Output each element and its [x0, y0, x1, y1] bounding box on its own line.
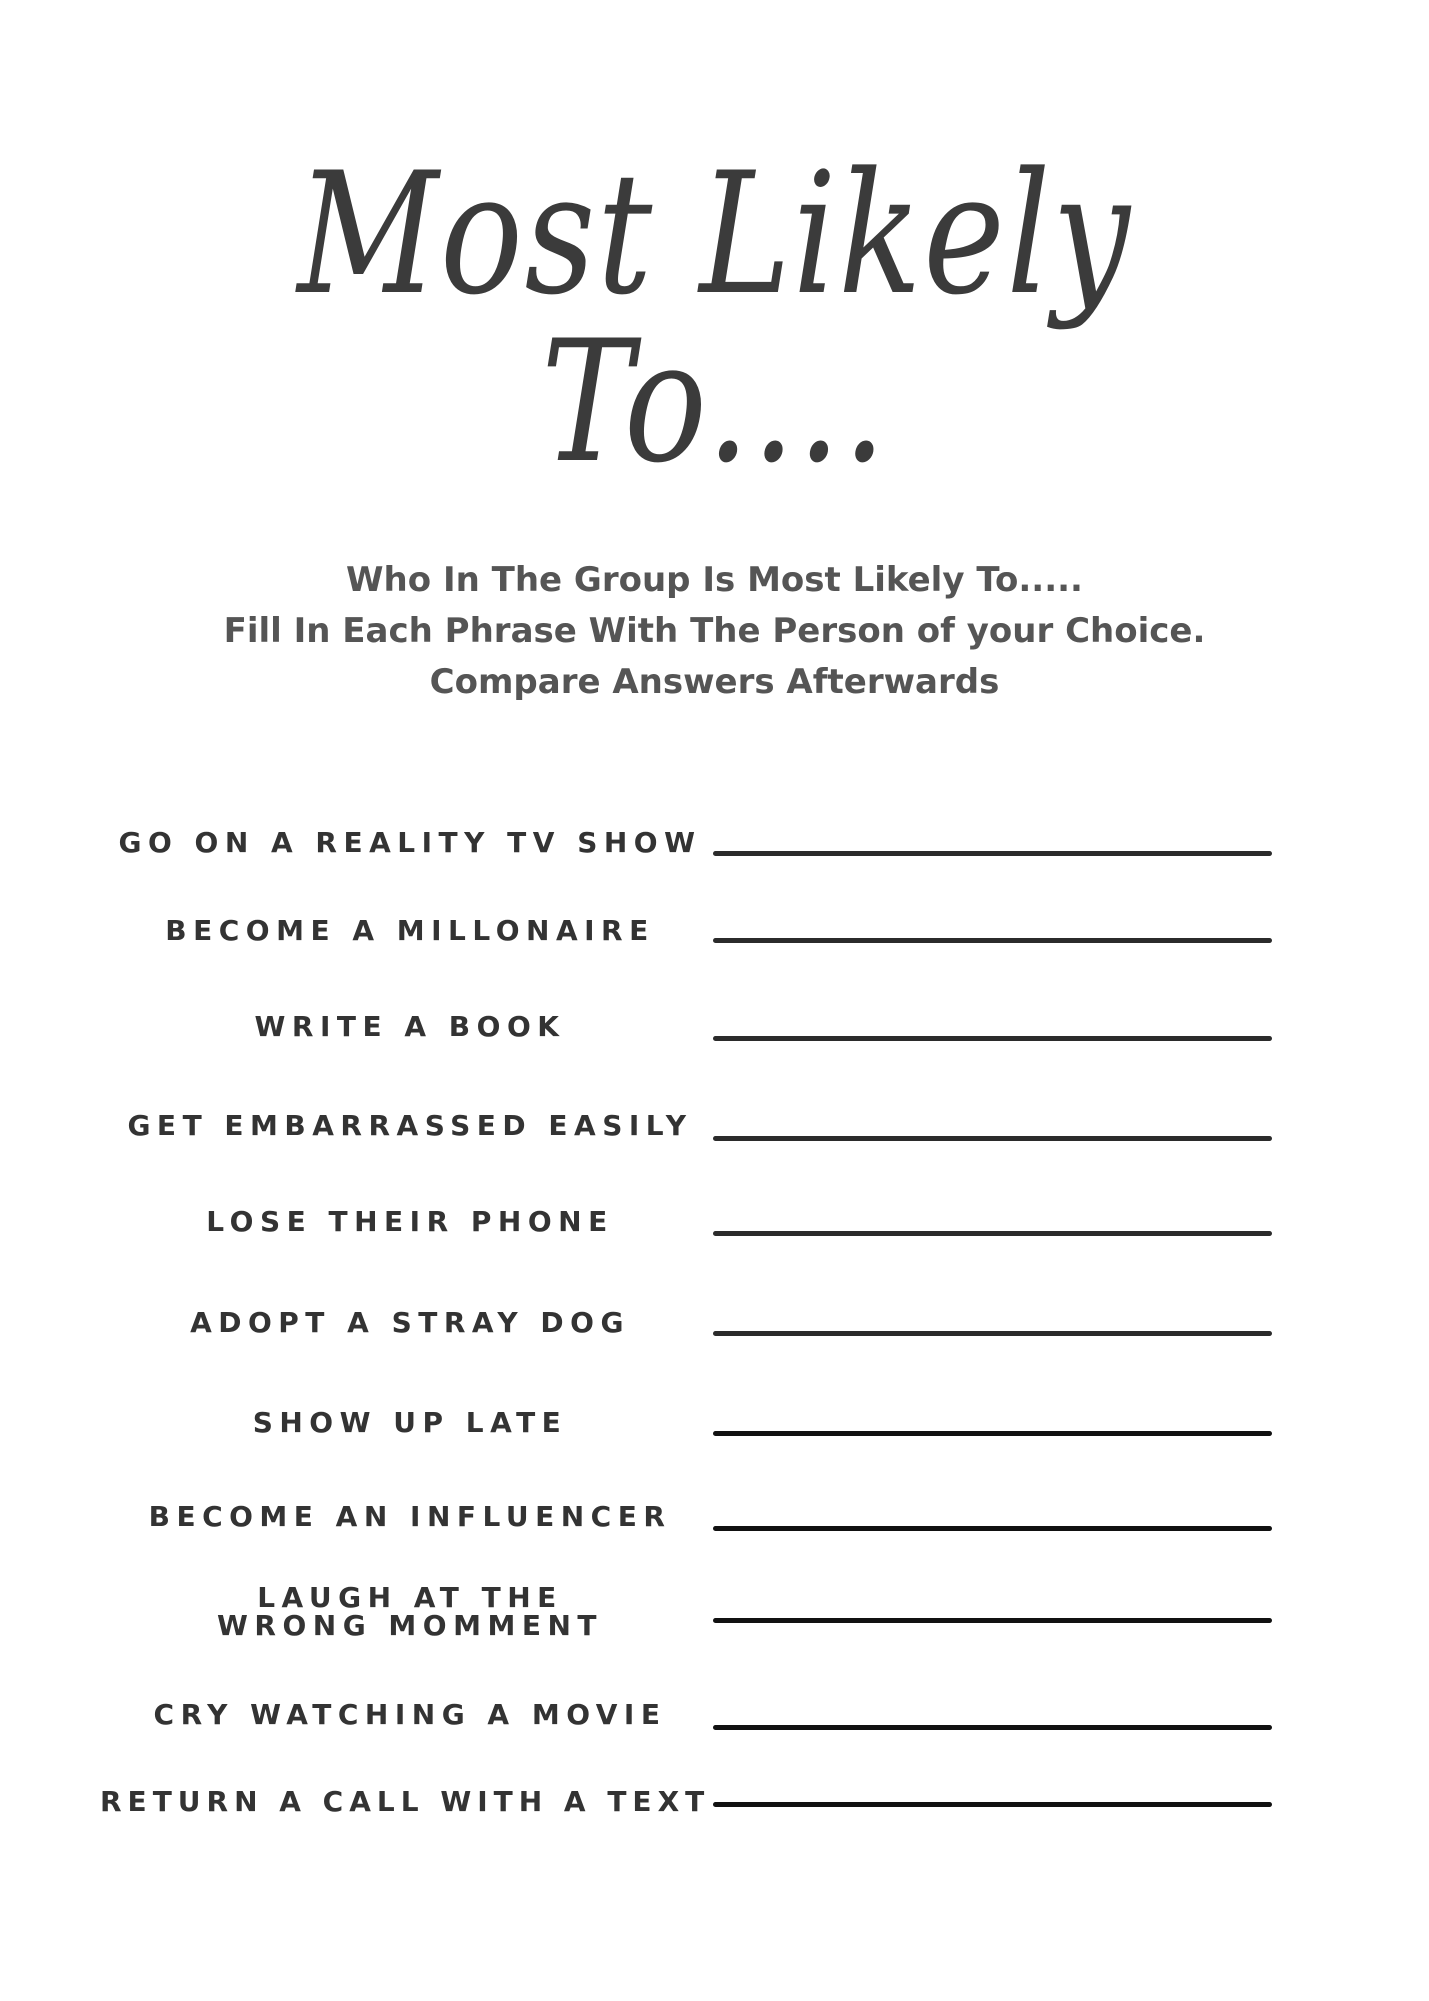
prompt-row [0, 1004, 1429, 1064]
prompt-label: RETURN A CALL WITH A TEXT [100, 1785, 711, 1818]
prompt-label: SHOW UP LATE [252, 1406, 568, 1439]
prompt-row [0, 1199, 1429, 1259]
prompt-label: GET EMBARRASSED EASILY [127, 1109, 693, 1142]
answer-blank[interactable] [713, 938, 1272, 943]
answer-blank[interactable] [713, 1036, 1272, 1041]
prompt-row [0, 908, 1429, 968]
answer-blank[interactable] [713, 1802, 1272, 1807]
answer-blank[interactable] [713, 1136, 1272, 1141]
prompt-row [0, 1103, 1429, 1163]
prompt-label: BECOME A MILLONAIRE [165, 914, 655, 947]
prompt-row [0, 1400, 1429, 1460]
prompt-row [0, 1300, 1429, 1360]
prompt-row [0, 1581, 1429, 1664]
prompt-label: ADOPT A STRAY DOG [190, 1306, 630, 1339]
prompt-label: LAUGH AT THE WRONG MOMMENT [217, 1581, 603, 1642]
prompt-label: LOSE THEIR PHONE [206, 1205, 614, 1238]
prompt-label: BECOME AN INFLUENCER [148, 1500, 672, 1533]
prompt-row [0, 1692, 1429, 1752]
instruction-line-2: Fill In Each Phrase With The Person of your Choice. [223, 611, 1206, 651]
instructions [0, 555, 1429, 708]
answer-blank[interactable] [713, 1231, 1272, 1236]
instruction-line-1: Who In The Group Is Most Likely To..... [346, 560, 1083, 600]
answer-blank[interactable] [713, 1431, 1272, 1436]
prompt-row [0, 820, 1429, 880]
answer-blank[interactable] [713, 1725, 1272, 1730]
answer-blank[interactable] [713, 1331, 1272, 1336]
prompt-label: GO ON A REALITY TV SHOW [118, 826, 702, 859]
prompt-row [0, 1494, 1429, 1554]
answer-blank[interactable] [713, 1618, 1272, 1623]
prompt-label: WRITE A BOOK [254, 1010, 566, 1043]
page-title: Most Likely To.... [297, 136, 1132, 500]
prompt-label: CRY WATCHING A MOVIE [153, 1698, 667, 1731]
answer-blank[interactable] [713, 1526, 1272, 1531]
answer-blank[interactable] [713, 851, 1272, 856]
prompt-row [0, 1779, 1429, 1839]
instruction-line-3: Compare Answers Afterwards [429, 662, 1000, 702]
